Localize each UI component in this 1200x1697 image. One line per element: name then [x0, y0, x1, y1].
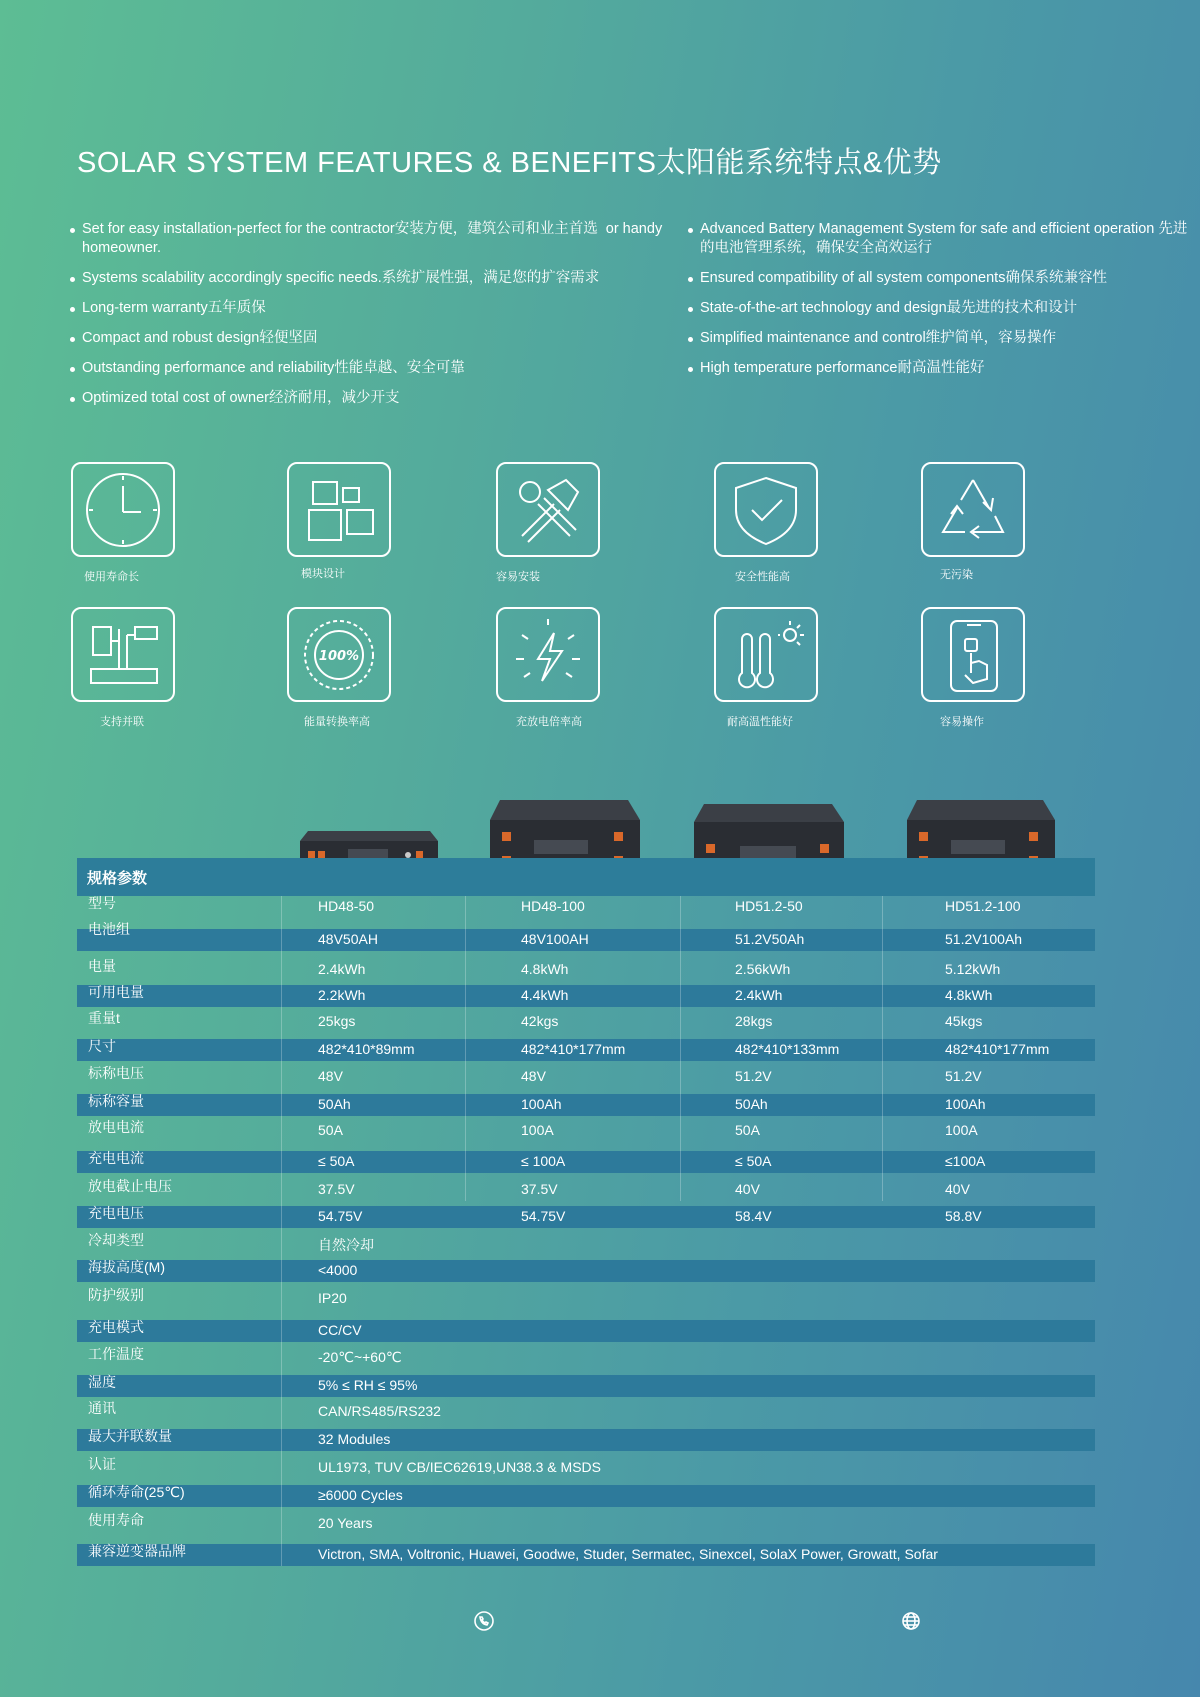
spec-row-value: 100Ah: [945, 1096, 986, 1112]
phone-icon: [473, 1610, 495, 1632]
spec-row: [77, 1260, 1095, 1282]
spec-row-value: 2.2kWh: [318, 987, 366, 1003]
spec-row-label: 冷却类型: [88, 1232, 144, 1248]
feature-item: State-of-the-art technology and design最先进的技术和设计: [688, 299, 1198, 318]
spec-row-value: 28kgs: [735, 1013, 773, 1029]
spec-row-label: 通讯: [88, 1400, 116, 1416]
spec-row: [77, 1039, 1095, 1061]
icon-label: 能量转换率高: [304, 716, 370, 728]
spec-row: [77, 1457, 1095, 1479]
page-title: SOLAR SYSTEM FEATURES & BENEFITS太阳能系统特点&优势: [77, 147, 942, 179]
spec-row-value: Victron, SMA, Voltronic, Huawei, Goodwe, Studer, Sermatec, Sinexcel, SolaX Power, Growatt, Sofar: [318, 1546, 938, 1562]
phone-touch-icon: [933, 615, 1013, 695]
spec-row: [77, 1011, 1095, 1033]
feature-icon-cell: [71, 462, 175, 557]
spec-row-value: 40V: [735, 1181, 760, 1197]
lightning-icon: [508, 615, 588, 695]
spec-row-value: 48V: [318, 1068, 343, 1084]
spec-row: [77, 1288, 1095, 1310]
feature-icon-cell: [496, 607, 600, 702]
spec-row-value: 50Ah: [318, 1096, 351, 1112]
spec-row-label: 重量t: [88, 1010, 120, 1026]
spec-row-value: 40V: [945, 1181, 970, 1197]
spec-row-value: 45kgs: [945, 1013, 983, 1029]
spec-row-value: 100Ah: [521, 1096, 562, 1112]
column-divider: [281, 896, 282, 1566]
spec-table-title: 规格参数: [87, 870, 148, 887]
spec-row-value: 51.2V: [945, 1068, 982, 1084]
spec-row-label: 充电电流: [88, 1150, 144, 1166]
spec-row-value: 48V100AH: [521, 931, 589, 947]
spec-row-value: 48V: [521, 1068, 546, 1084]
spec-row-label: 兼容逆变器品牌: [88, 1543, 186, 1559]
spec-row: [77, 985, 1095, 1007]
spec-row-value: 50A: [735, 1122, 760, 1138]
icon-label: 模块设计: [301, 568, 345, 580]
recycle-icon: [933, 470, 1013, 550]
spec-row-value: 25kgs: [318, 1013, 356, 1029]
feature-icon-cell: [287, 462, 391, 557]
spec-row: [77, 1401, 1095, 1423]
spec-row-label: 尺寸: [88, 1038, 116, 1054]
svg-text:100%: 100%: [318, 648, 360, 664]
spec-row-label: 电量: [88, 958, 116, 974]
spec-row: [77, 1375, 1095, 1397]
feature-item: Ensured compatibility of all system components确保系统兼容性: [688, 269, 1198, 288]
spec-row-value: 51.2V: [735, 1068, 772, 1084]
spec-row-value: 20 Years: [318, 1515, 373, 1531]
spec-row: [77, 1233, 1095, 1255]
spec-row-value: 5.12kWh: [945, 961, 1001, 977]
feature-item: Outstanding performance and reliability性能卓越、安全可靠: [70, 359, 670, 378]
spec-row-value: -20℃~+60℃: [318, 1349, 402, 1365]
tools-icon: [508, 470, 588, 550]
spec-row-value: HD51.2-100: [945, 898, 1021, 914]
spec-row: [77, 1429, 1095, 1451]
spec-row-value: 482*410*177mm: [945, 1041, 1050, 1057]
spec-row-label: 电池组: [88, 921, 130, 937]
feature-icon-cell: [921, 462, 1025, 557]
spec-row-label: 工作温度: [88, 1346, 144, 1362]
spec-row-value: 482*410*89mm: [318, 1041, 415, 1057]
spec-row-value: 100A: [521, 1122, 554, 1138]
spec-row: [77, 921, 1095, 951]
spec-row-label: 湿度: [88, 1374, 116, 1390]
spec-row-label: 循环寿命(25℃): [88, 1484, 185, 1500]
spec-row-value: HD51.2-50: [735, 898, 803, 914]
column-divider: [680, 896, 681, 1201]
spec-row-value: 42kgs: [521, 1013, 559, 1029]
spec-row-label: 最大并联数量: [88, 1428, 172, 1444]
feature-item: Compact and robust design轻便坚固: [70, 329, 670, 348]
spec-row-label: 标称电压: [88, 1065, 144, 1081]
spec-row-value: 4.8kWh: [521, 961, 569, 977]
spec-row-value: 482*410*177mm: [521, 1041, 626, 1057]
spec-row-value: ≥6000 Cycles: [318, 1487, 403, 1503]
feature-item: Long-term warranty五年质保: [70, 299, 670, 318]
spec-row-value: 54.75V: [318, 1208, 363, 1224]
spec-row-label: 防护级别: [88, 1287, 144, 1303]
spec-row: [77, 959, 1095, 981]
features-right: [688, 220, 1198, 389]
icon-label: 安全性能高: [735, 571, 790, 583]
feature-icon-cell: [714, 607, 818, 702]
spec-row-value: ≤100A: [945, 1153, 986, 1169]
spec-row-value: ≤ 50A: [318, 1153, 355, 1169]
spec-row-value: CAN/RS485/RS232: [318, 1403, 441, 1419]
feature-icon-cell: [287, 607, 391, 702]
shield-check-icon: [726, 470, 806, 550]
parallel-icon: [83, 615, 163, 695]
spec-table: [77, 858, 1095, 1562]
spec-row: [77, 1513, 1095, 1535]
feature-icon-cell: [714, 462, 818, 557]
spec-row-value: ≤ 100A: [521, 1153, 566, 1169]
feature-icon-cell: [71, 607, 175, 702]
icon-label: 无污染: [940, 569, 973, 581]
spec-row: [77, 1347, 1095, 1369]
spec-row-value: 2.56kWh: [735, 961, 791, 977]
spec-row: [77, 1066, 1095, 1088]
spec-row-value: 51.2V100Ah: [945, 931, 1023, 947]
icon-label: 充放电倍率高: [516, 716, 582, 728]
spec-row-value: ≤ 50A: [735, 1153, 772, 1169]
feature-item: Simplified maintenance and control维护简单，容易操作: [688, 329, 1198, 348]
spec-row-value: HD48-100: [521, 898, 585, 914]
spec-row-value: 50Ah: [735, 1096, 768, 1112]
feature-item: Optimized total cost of owner经济耐用，减少开支: [70, 389, 670, 408]
spec-row-value: UL1973, TUV CB/IEC62619,UN38.3 & MSDS: [318, 1459, 601, 1475]
feature-item: Advanced Battery Management System for safe and efficient operation 先进的电池管理系统，确保安全高效运行: [688, 220, 1198, 258]
column-divider: [465, 896, 466, 1201]
spec-row: [77, 1320, 1095, 1342]
thermometer-icon: [726, 615, 806, 695]
globe-icon: [900, 1610, 922, 1632]
spec-row: [77, 896, 1095, 918]
spec-row: [77, 1094, 1095, 1116]
spec-row-value: 100A: [945, 1122, 978, 1138]
spec-row-value: 58.4V: [735, 1208, 772, 1224]
spec-table-header: [77, 858, 1095, 896]
icon-label: 支持并联: [100, 716, 144, 728]
spec-row-value: 自然冷却: [318, 1237, 374, 1253]
spec-row-value: 32 Modules: [318, 1431, 391, 1447]
spec-row: [77, 1179, 1095, 1201]
spec-row-value: 50A: [318, 1122, 343, 1138]
spec-row-value: 58.8V: [945, 1208, 982, 1224]
feature-item: High temperature performance耐高温性能好: [688, 359, 1198, 378]
spec-row: [77, 1120, 1095, 1142]
spec-row-label: 充电电压: [88, 1205, 144, 1221]
icon-label: 使用寿命长: [84, 571, 139, 583]
icon-label: 耐高温性能好: [727, 716, 793, 728]
feature-item: Set for easy installation-perfect for the contractor安装方便，建筑公司和业主首选 or handy homeowner.: [70, 220, 670, 258]
spec-row-value: IP20: [318, 1290, 347, 1306]
spec-row-value: 37.5V: [521, 1181, 558, 1197]
spec-row-label: 充电模式: [88, 1319, 144, 1335]
spec-row-label: 海拔高度(M): [88, 1259, 165, 1275]
spec-row: [77, 1544, 1095, 1566]
spec-row-label: 认证: [88, 1456, 116, 1472]
spec-row-value: 54.75V: [521, 1208, 566, 1224]
spec-row-value: CC/CV: [318, 1322, 362, 1338]
spec-row: [77, 1206, 1095, 1228]
column-divider: [882, 896, 883, 1201]
spec-row-value: 482*410*133mm: [735, 1041, 840, 1057]
icon-label: 容易操作: [940, 716, 984, 728]
icon-label: 容易安装: [496, 571, 540, 583]
clock-icon: [83, 470, 163, 550]
feature-icon-cell: [496, 462, 600, 557]
feature-item: Systems scalability accordingly specific needs.系统扩展性强，满足您的扩容需求: [70, 269, 670, 288]
spec-row: [77, 1151, 1095, 1173]
spec-row-value: 2.4kWh: [318, 961, 366, 977]
spec-row-value: 4.4kWh: [521, 987, 569, 1003]
spec-row-value: 4.8kWh: [945, 987, 993, 1003]
modules-icon: [299, 470, 379, 550]
spec-row-label: 放电电流: [88, 1119, 144, 1135]
spec-row-value: HD48-50: [318, 898, 375, 914]
spec-row-value: 51.2V50Ah: [735, 931, 805, 947]
feature-icon-cell: [921, 607, 1025, 702]
spec-row-value: 48V50AH: [318, 931, 378, 947]
spec-row-value: <4000: [318, 1262, 358, 1278]
features-left: [70, 220, 670, 419]
spec-row-label: 型号: [88, 895, 116, 911]
spec-row-label: 可用电量: [88, 984, 144, 1000]
spec-row-label: 使用寿命: [88, 1512, 144, 1528]
spec-row-label: 放电截止电压: [88, 1178, 172, 1194]
spec-row-value: 2.4kWh: [735, 987, 783, 1003]
efficiency-100-icon: [299, 615, 379, 695]
spec-row-label: 标称容量: [88, 1093, 144, 1109]
spec-row-value: 37.5V: [318, 1181, 355, 1197]
spec-row-value: 5% ≤ RH ≤ 95%: [318, 1377, 418, 1393]
spec-row: [77, 1485, 1095, 1507]
